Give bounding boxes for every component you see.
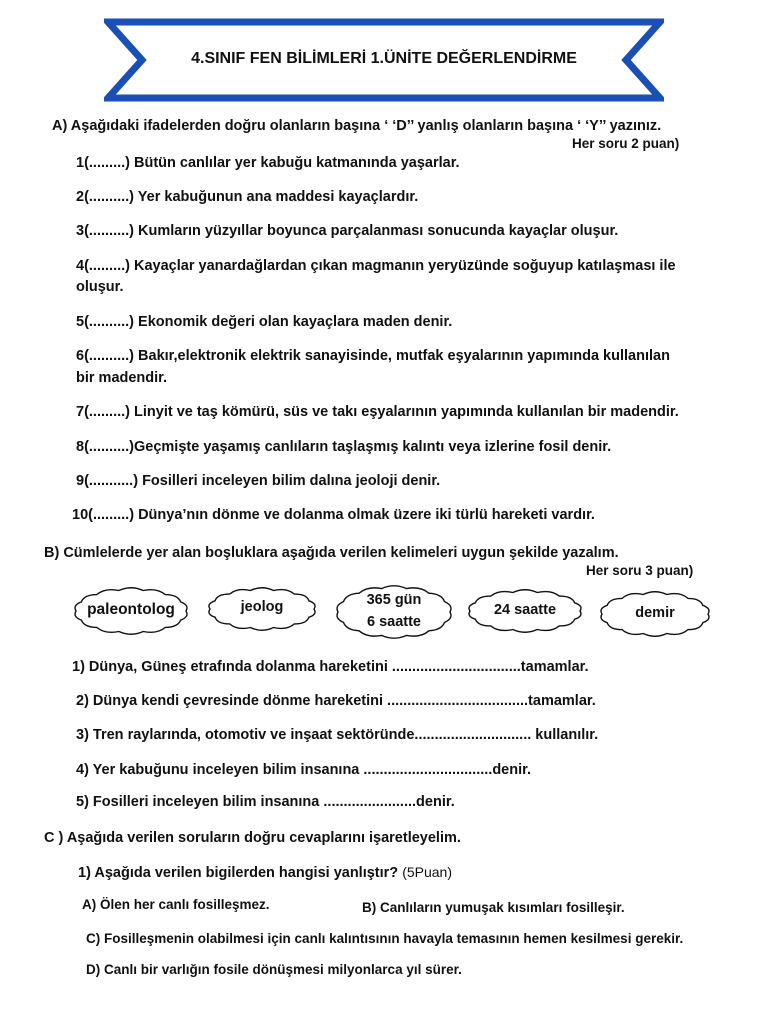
question-a-6: 6(..........) Bakır,elektronik elektrik sanayisinde, mutfak eşyalarının yapımında kullanılan bbox=[76, 348, 670, 364]
section-a-instruction: A) Aşağıdaki ifadelerden doğru olanların başına ‘ ‘D’’ yanlış olanların başına ‘ ‘Y’’ yazınız. bbox=[52, 118, 662, 134]
question-b-4: 4) Yer kabuğunu inceleyen bilim insanına ................................denir. bbox=[76, 762, 531, 778]
section-a-points: Her soru 2 puan) bbox=[572, 136, 680, 151]
word-6-saatte: 6 saatte bbox=[366, 614, 421, 630]
option-d: D) Canlı bir varlığın fosile dönüşmesi milyonlarca yıl sürer. bbox=[86, 962, 462, 977]
section-b-points: Her soru 3 puan) bbox=[586, 563, 694, 578]
question-c-1-points: (5Puan) bbox=[402, 864, 453, 880]
question-b-3: 3) Tren raylarında, otomotiv ve inşaat sektöründe............................. kullanılır. bbox=[76, 727, 599, 743]
question-b-2: 2) Dünya kendi çevresinde dönme hareketini ...................................tamamlar. bbox=[76, 693, 596, 709]
word-demir: demir bbox=[635, 605, 675, 621]
question-b-5: 5) Fosilleri inceleyen bilim insanına .......................denir. bbox=[76, 794, 455, 810]
word-paleontolog: paleontolog bbox=[87, 601, 175, 618]
question-c-1 bbox=[78, 864, 452, 881]
question-a-3: 3(..........) Kumların yüzyıllar boyunca parçalanması sonucunda kayaçlar oluşur. bbox=[76, 223, 619, 239]
question-a-4-cont: oluşur. bbox=[76, 279, 124, 295]
question-a-5: 5(..........) Ekonomik değeri olan kayaçlara maden denir. bbox=[76, 314, 453, 330]
word-jeolog: jeolog bbox=[240, 599, 284, 615]
question-a-9: 9(...........) Fosilleri inceleyen bilim dalına jeoloji denir. bbox=[76, 473, 441, 489]
question-a-6-cont: bir madendir. bbox=[76, 370, 168, 386]
word-cloud-paleontolog bbox=[72, 586, 190, 636]
question-a-1: 1(.........) Bütün canlılar yer kabuğu katmanında yaşarlar. bbox=[76, 155, 460, 171]
word-24-saatte: 24 saatte bbox=[493, 602, 557, 618]
section-b-instruction: B) Cümlelerde yer alan boşluklara aşağıda verilen kelimeleri uygun şekilde yazalım. bbox=[44, 545, 619, 561]
section-c-instruction: C ) Aşağıda verilen soruların doğru cevaplarını işaretleyelim. bbox=[44, 830, 461, 846]
word-cloud-jeolog bbox=[206, 586, 318, 632]
word-cloud-24-saatte bbox=[466, 588, 584, 634]
option-a: A) Ölen her canlı fosilleşmez. bbox=[82, 897, 270, 912]
question-a-2: 2(..........) Yer kabuğunun ana maddesi kayaçlardır. bbox=[76, 189, 419, 205]
question-a-10: 10(.........) Dünya’nın dönme ve dolanma olmak üzere iki türlü hareketi vardır. bbox=[72, 507, 595, 523]
option-b: B) Canlıların yumuşak kısımları fosilleşir. bbox=[362, 900, 625, 915]
page-title: 4.SINIF FEN BİLİMLERİ 1.ÜNİTE DEĞERLENDİRME bbox=[191, 50, 577, 67]
question-a-8: 8(..........)Geçmişte yaşamış canlıların taşlaşmış kalıntı veya izlerine fosil denir. bbox=[76, 439, 612, 455]
question-a-7: 7(.........) Linyit ve taş kömürü, süs ve takı eşyalarının yapımında kullanılan bir madendir. bbox=[76, 404, 679, 420]
word-cloud-365-gun bbox=[334, 584, 454, 640]
word-365-gun: 365 gün bbox=[366, 592, 422, 608]
question-a-4: 4(.........) Kayaçlar yanardağlardan çıkan magmanın yeryüzünde soğuyup katılaşması ile bbox=[76, 258, 676, 274]
option-c: C) Fosilleşmenin olabilmesi için canlı kalıntısının havayla temasının hemen kesilmesi gerekir. bbox=[86, 931, 684, 946]
question-b-1: 1) Dünya, Güneş etrafında dolanma hareketini ................................tamamlar. bbox=[72, 659, 589, 675]
word-cloud-demir bbox=[598, 590, 712, 638]
question-c-1-text: 1) Aşağıda verilen bigilerden hangisi yanlıştır? bbox=[78, 865, 399, 881]
